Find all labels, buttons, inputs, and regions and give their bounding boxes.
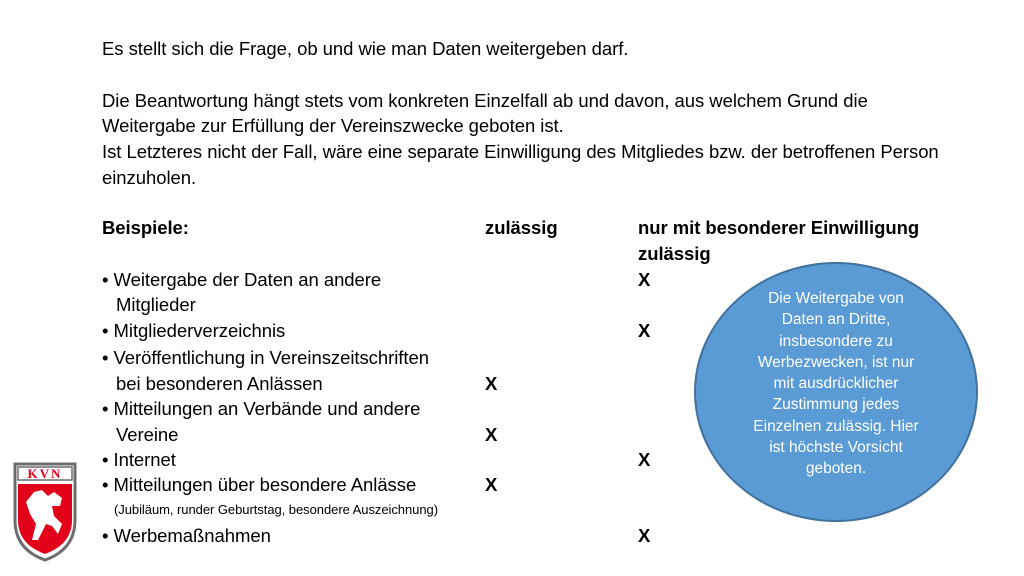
intro-line-2: Die Beantwortung hängt stets vom konkreten Einzelfall ab und davon, aus welchem Grund die	[102, 90, 868, 111]
header-consent-line-2: zulässig	[638, 243, 711, 264]
row-note: (Jubiläum, runder Geburtstag, besondere Auszeichnung)	[114, 502, 438, 517]
row-label: • Veröffentlichung in Vereinszeitschriften	[102, 347, 429, 368]
kvn-logo	[12, 462, 78, 562]
intro-line-1: Es stellt sich die Frage, ob und wie man Daten weitergeben darf.	[102, 38, 629, 59]
intro-line-3: Weitergabe zur Erfüllung der Vereinszwecke geboten ist.	[102, 115, 564, 136]
row-mark-consent: X	[638, 525, 651, 546]
header-consent-line-1: nur mit besonderer Einwilligung	[638, 217, 920, 238]
row-label: • Mitgliederverzeichnis	[102, 320, 286, 341]
row-mark-allowed: X	[485, 424, 498, 445]
row-mark-consent: X	[638, 269, 651, 290]
row-label: • Werbemaßnahmen	[102, 525, 271, 546]
row-label: • Internet	[102, 449, 176, 470]
row-mark-consent: X	[638, 449, 651, 470]
row-label: • Mitteilungen über besondere Anlässe	[102, 474, 417, 495]
row-mark-consent: X	[638, 320, 651, 341]
intro-line-5: einzuholen.	[102, 167, 197, 188]
callout-text: Die Weitergabe von Daten an Dritte, insbesondere zu Werbezwecken, ist nur mit ausdrücklicher Zustimmung jedes Einzelnen zulässig. Hier ist höchste Vorsicht geboten.	[753, 290, 919, 478]
row-label-cont: bei besonderen Anlässen	[116, 373, 323, 394]
row-mark-allowed: X	[485, 474, 498, 495]
row-mark-allowed: X	[485, 373, 498, 394]
logo-text: KVN	[27, 466, 63, 481]
row-label-cont: Mitglieder	[116, 294, 196, 315]
intro-line-4: Ist Letzteres nicht der Fall, wäre eine separate Einwilligung des Mitgliedes bzw. der betroffenen Person	[102, 141, 939, 162]
row-label: • Weitergabe der Daten an andere	[102, 269, 382, 290]
header-examples: Beispiele:	[102, 217, 189, 238]
row-label: • Mitteilungen an Verbände und andere	[102, 398, 421, 419]
row-label-cont: Vereine	[116, 424, 179, 445]
header-allowed: zulässig	[485, 217, 558, 238]
